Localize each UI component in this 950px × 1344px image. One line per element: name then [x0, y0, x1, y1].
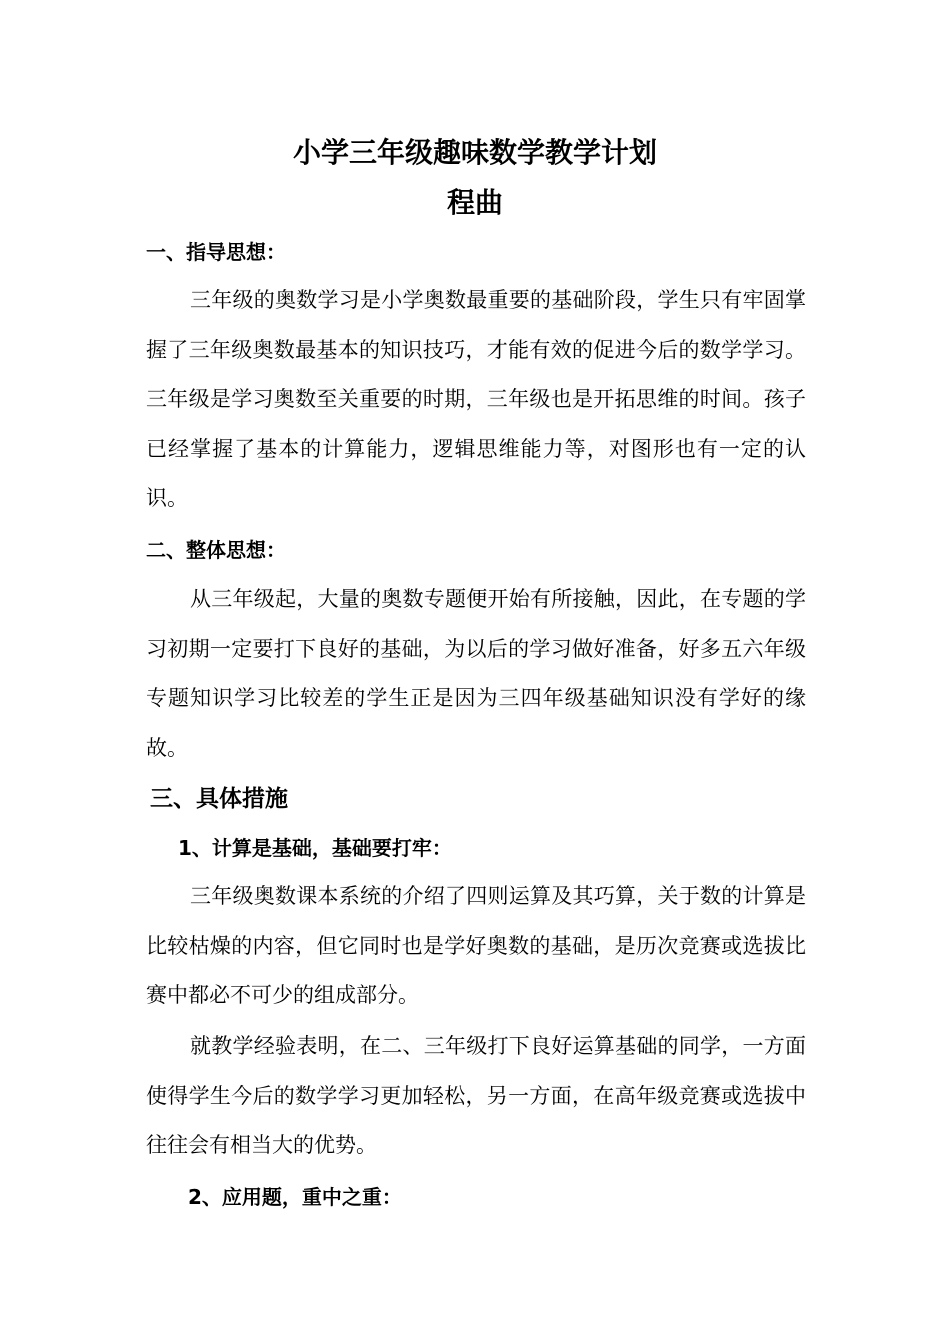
section-paragraph: 从三年级起，大量的奥数专题便开始有所接触，因此，在专题的学习初期一定要打下良好的基础，为以后的学习做好准备，好多五六年级专题知识学习比较差的学生正是因为三四年级基础知识没有学好的缘故。	[146, 587, 806, 760]
section-heading-guiding-ideology: 一、指导思想：	[146, 240, 286, 264]
document-author: 程曲	[446, 186, 503, 219]
subsection-heading-word-problems: 2、应用题，重中之重：	[188, 1185, 402, 1209]
section-heading-overall-ideology: 二、整体思想：	[146, 538, 286, 562]
section-heading-specific-measures: 三、具体措施	[150, 786, 288, 812]
subsection-paragraph: 三年级奥数课本系统的介绍了四则运算及其巧算，关于数的计算是比较枯燥的内容，但它同时也是学好奥数的基础，是历次竞赛或选拔比赛中都必不可少的组成部分。	[146, 884, 806, 1007]
document-title: 小学三年级趣味数学教学计划	[292, 136, 657, 169]
subsection-heading-calculation: 1、计算是基础，基础要打牢：	[178, 836, 452, 860]
section-paragraph: 三年级的奥数学习是小学奥数最重要的基础阶段，学生只有牢固掌握了三年级奥数最基本的知识技巧，才能有效的促进今后的数学学习。三年级是学习奥数至关重要的时期，三年级也是开拓思维的时间。孩子已经掌握了基本的计算能力，逻辑思维能力等，对图形也有一定的认识。	[146, 288, 806, 510]
subsection-paragraph: 就教学经验表明，在二、三年级打下良好运算基础的同学，一方面使得学生今后的数学学习更加轻松，另一方面，在高年级竞赛或选拔中往往会有相当大的优势。	[146, 1034, 806, 1157]
